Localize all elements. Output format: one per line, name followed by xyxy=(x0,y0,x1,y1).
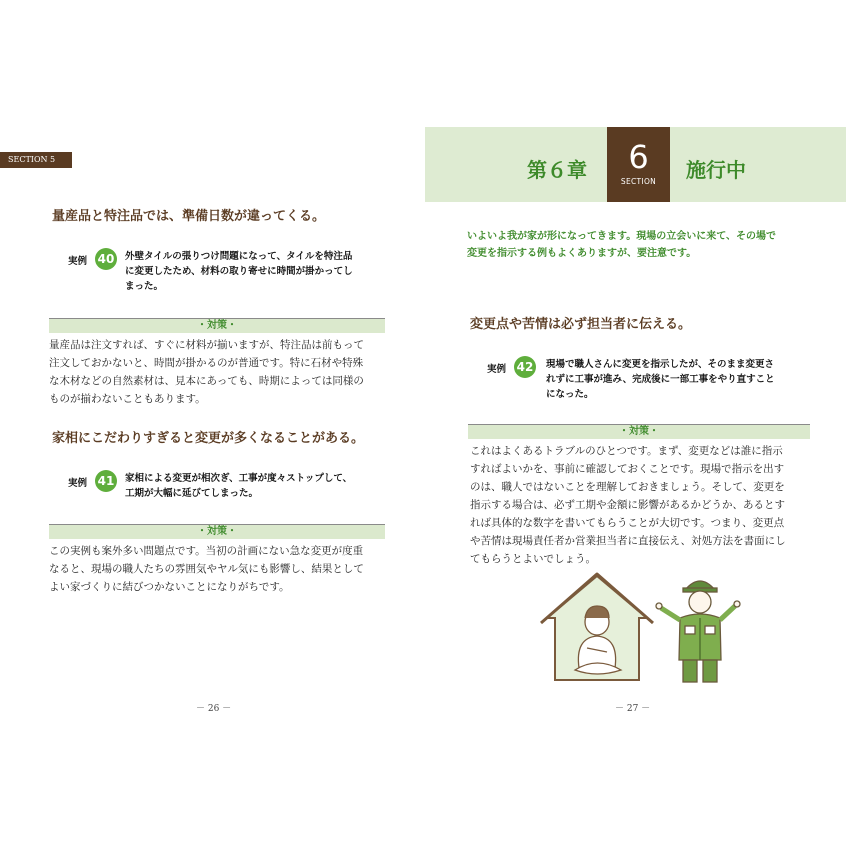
example-number-badge: 40 xyxy=(95,248,117,270)
example-41-text: 家相による変更が相次ぎ、工事が度々ストップして、 工期が大幅に延びてしまった。 xyxy=(125,473,353,499)
measure-bar: ・対策・ xyxy=(468,424,810,439)
example-42-text: 現場で職人さんに変更を指示したが、そのまま変更さ れずに工事が進み、完成後に一部工事をやり直すこと になった。 xyxy=(546,359,775,400)
page-number-left: － 26 － xyxy=(196,704,232,714)
measure-2-text: この実例も案外多い問題点です。当初の計画にない急な変更が度重 なると、現場の職人たちの雰囲気やヤル気にも影響し、結果として よい家づくりに結びつかないことになりがちです。 xyxy=(49,545,364,593)
heading-mass-vs-custom: 量産品と特注品では、準備日数が違ってくる。 xyxy=(52,209,326,224)
illustration-house-and-worker xyxy=(535,568,750,686)
heading-tell-person-in-charge: 変更点や苦情は必ず担当者に伝える。 xyxy=(470,317,692,332)
example-number-badge: 41 xyxy=(95,470,117,492)
example-40-text: 外壁タイルの張りつけ問題になって、タイルを特注品 に変更したため、材料の取り寄せに時間が掛かってし まった。 xyxy=(125,251,353,292)
measure-1-text: 量産品は注文すれば、すぐに材料が揃いますが、特注品は前もって 注文しておかないと、時間が掛かるのが普通です。特に石材や特殊 な木材などの自然素材は、見本にあっても、時期によっては同様の ものが揃わないこともあります。 xyxy=(49,339,364,405)
chapter-intro: いよいよ我が家が形になってきます。現場の立会いに来て、その場で 変更を指示する例もよくありますが、要注意です。 xyxy=(467,231,776,259)
measure-3-text: これはよくあるトラブルのひとつです。まず、変更などは誰に指示 すればよいかを、事前に確認しておくことです。現場で指示を出す のは、職人ではないことを理解しておきましょう。そして、変更を 指示する場合は、必ず工期や金額に影響があるかどうか、あるとす れば具体的な数字を書いてもらうことが大切です。つまり、変更点 や苦情は現場責任者か営業担当者に直接伝え、対処方法を書面にし てもらうとよいでしょう。 xyxy=(470,445,786,565)
section-number: 6 xyxy=(628,138,649,176)
chapter-title: 施行中 xyxy=(686,158,746,182)
chapter-label: 第６章 xyxy=(527,158,587,182)
section-word: SECTION xyxy=(620,177,657,186)
construction-worker-icon xyxy=(656,581,740,682)
section-tab: SECTION 5 xyxy=(0,152,72,168)
page-number-right: － 27 － xyxy=(615,704,651,714)
section-number-box xyxy=(607,127,670,202)
measure-bar: ・対策・ xyxy=(49,524,385,539)
heading-house-feng-shui: 家相にこだわりすぎると変更が多くなることがある。 xyxy=(52,431,365,446)
example-number-badge: 42 xyxy=(514,356,536,378)
example-label: 実例 xyxy=(68,478,88,489)
example-label: 実例 xyxy=(68,256,88,267)
measure-bar: ・対策・ xyxy=(49,318,385,333)
example-label: 実例 xyxy=(487,364,507,375)
